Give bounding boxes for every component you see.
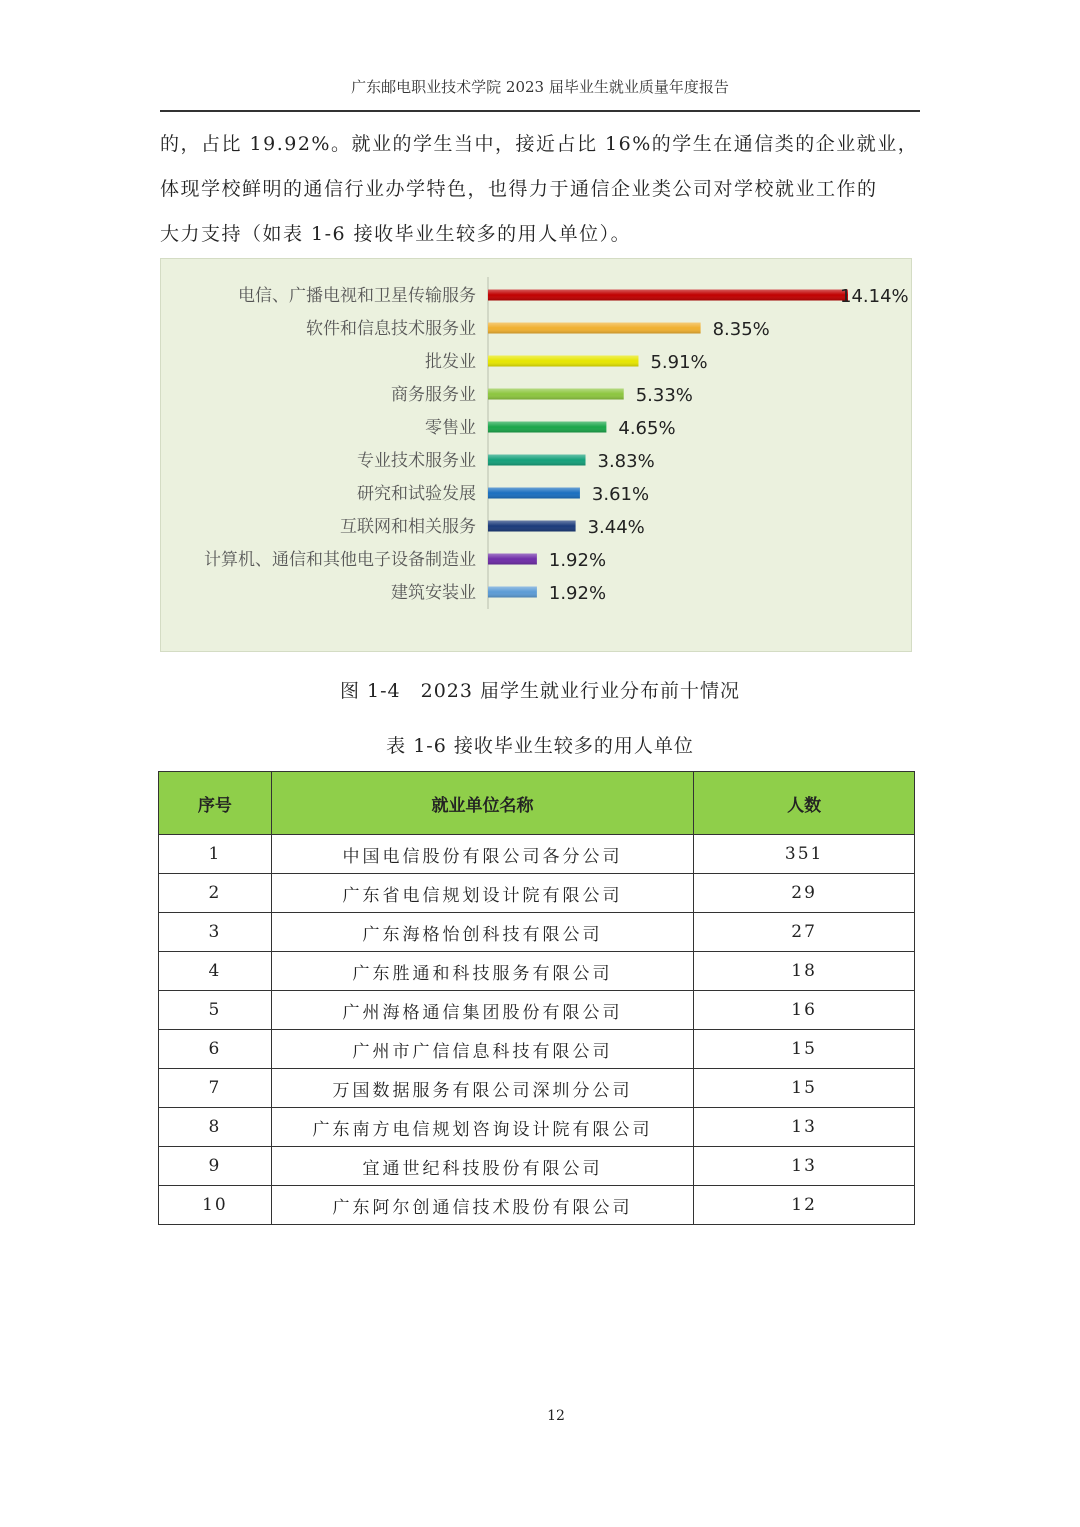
cell-index: 3 [159, 913, 272, 952]
cell-count: 18 [694, 952, 915, 991]
cell-employer: 中国电信股份有限公司各分公司 [271, 835, 693, 874]
paragraph-line: 体现学校鲜明的通信行业办学特色，也得力于通信企业类公司对学校就业工作的 [160, 178, 878, 200]
cell-count: 13 [694, 1147, 915, 1186]
category-label: 软件和信息技术服务业 [306, 319, 476, 339]
table-row [159, 952, 915, 991]
table-row [159, 913, 915, 952]
category-label: 商务服务业 [391, 385, 476, 405]
cell-index: 8 [159, 1108, 272, 1147]
page-header: 广东邮电职业技术学院 2023 届毕业生就业质量年度报告 [351, 78, 729, 96]
page-number: 12 [547, 1408, 565, 1424]
bar-shade [488, 488, 580, 499]
value-label: 5.33% [635, 385, 693, 406]
table-caption: 表 1-6 接收毕业生较多的用人单位 [386, 735, 694, 757]
cell-employer: 广东阿尔创通信技术股份有限公司 [271, 1186, 693, 1225]
cell-count: 13 [694, 1108, 915, 1147]
cell-employer: 广东南方电信规划咨询设计院有限公司 [271, 1108, 693, 1147]
bar-shade [488, 389, 624, 400]
category-label: 研究和试验发展 [357, 484, 476, 504]
bar-shade [488, 521, 576, 532]
cell-count: 12 [694, 1186, 915, 1225]
category-label: 建筑安装业 [391, 583, 476, 603]
body-paragraph [160, 122, 920, 257]
value-label: 3.61% [591, 484, 650, 505]
cell-index: 10 [159, 1186, 272, 1225]
category-label: 批发业 [425, 352, 476, 372]
value-label: 5.91% [650, 352, 708, 373]
category-label: 互联网和相关服务 [340, 517, 476, 537]
chart-svg [161, 259, 911, 651]
cell-employer: 广州市广信信息科技有限公司 [271, 1030, 693, 1069]
table-row [159, 1147, 915, 1186]
cell-index: 9 [159, 1147, 272, 1186]
bar-shade [488, 422, 606, 433]
cell-employer: 宜通世纪科技股份有限公司 [271, 1147, 693, 1186]
value-label: 3.44% [587, 517, 645, 538]
value-label: 1.92% [548, 550, 607, 571]
figure-caption: 图 1-4 2023 届学生就业行业分布前十情况 [339, 680, 741, 702]
value-label: 3.83% [597, 451, 655, 472]
cell-count: 351 [694, 835, 915, 874]
table-row [159, 1030, 915, 1069]
bar-shade [488, 356, 638, 367]
cell-employer: 广东海格怡创科技有限公司 [271, 913, 693, 952]
value-label: 8.35% [712, 319, 770, 340]
cell-count: 16 [694, 991, 915, 1030]
table-header-row [159, 772, 915, 835]
industry-bar-chart [160, 258, 912, 652]
cell-employer: 广东胜通和科技服务有限公司 [271, 952, 693, 991]
category-label: 计算机、通信和其他电子设备制造业 [204, 550, 476, 570]
cell-count: 29 [694, 874, 915, 913]
cell-index: 5 [159, 991, 272, 1030]
cell-count: 15 [694, 1069, 915, 1108]
table-row [159, 1108, 915, 1147]
cell-index: 1 [159, 835, 272, 874]
table-row [159, 835, 915, 874]
table-row [159, 1186, 915, 1225]
cell-index: 7 [159, 1069, 272, 1108]
bar-shade [488, 323, 701, 334]
employer-table [158, 771, 915, 1225]
bar-shade [488, 290, 848, 301]
value-label: 1.92% [548, 583, 607, 604]
header-index: 序号 [159, 772, 272, 835]
category-label: 专业技术服务业 [357, 451, 476, 471]
header-rule [160, 110, 920, 112]
value-label: 4.65% [618, 418, 676, 439]
bar-shade [488, 455, 586, 466]
table-row [159, 991, 915, 1030]
category-label: 电信、广播电视和卫星传输服务 [238, 286, 476, 306]
cell-index: 6 [159, 1030, 272, 1069]
cell-count: 27 [694, 913, 915, 952]
header-count: 人数 [694, 772, 915, 835]
bar-shade [488, 587, 537, 598]
cell-employer: 广州海格通信集团股份有限公司 [271, 991, 693, 1030]
cell-count: 15 [694, 1030, 915, 1069]
bar-shade [488, 554, 537, 565]
cell-employer: 万国数据服务有限公司深圳分公司 [271, 1069, 693, 1108]
cell-index: 4 [159, 952, 272, 991]
table-row [159, 874, 915, 913]
cell-index: 2 [159, 874, 272, 913]
table-row [159, 1069, 915, 1108]
paragraph-line: 大力支持（如表 1-6 接收毕业生较多的用人单位）。 [160, 223, 632, 245]
cell-employer: 广东省电信规划设计院有限公司 [271, 874, 693, 913]
value-label: 14.14% [840, 286, 909, 307]
header-employer: 就业单位名称 [271, 772, 693, 835]
paragraph-line: 的，占比 19.92%。就业的学生当中，接近占比 16%的学生在通信类的企业就业， [160, 133, 919, 155]
category-label: 零售业 [425, 418, 476, 438]
